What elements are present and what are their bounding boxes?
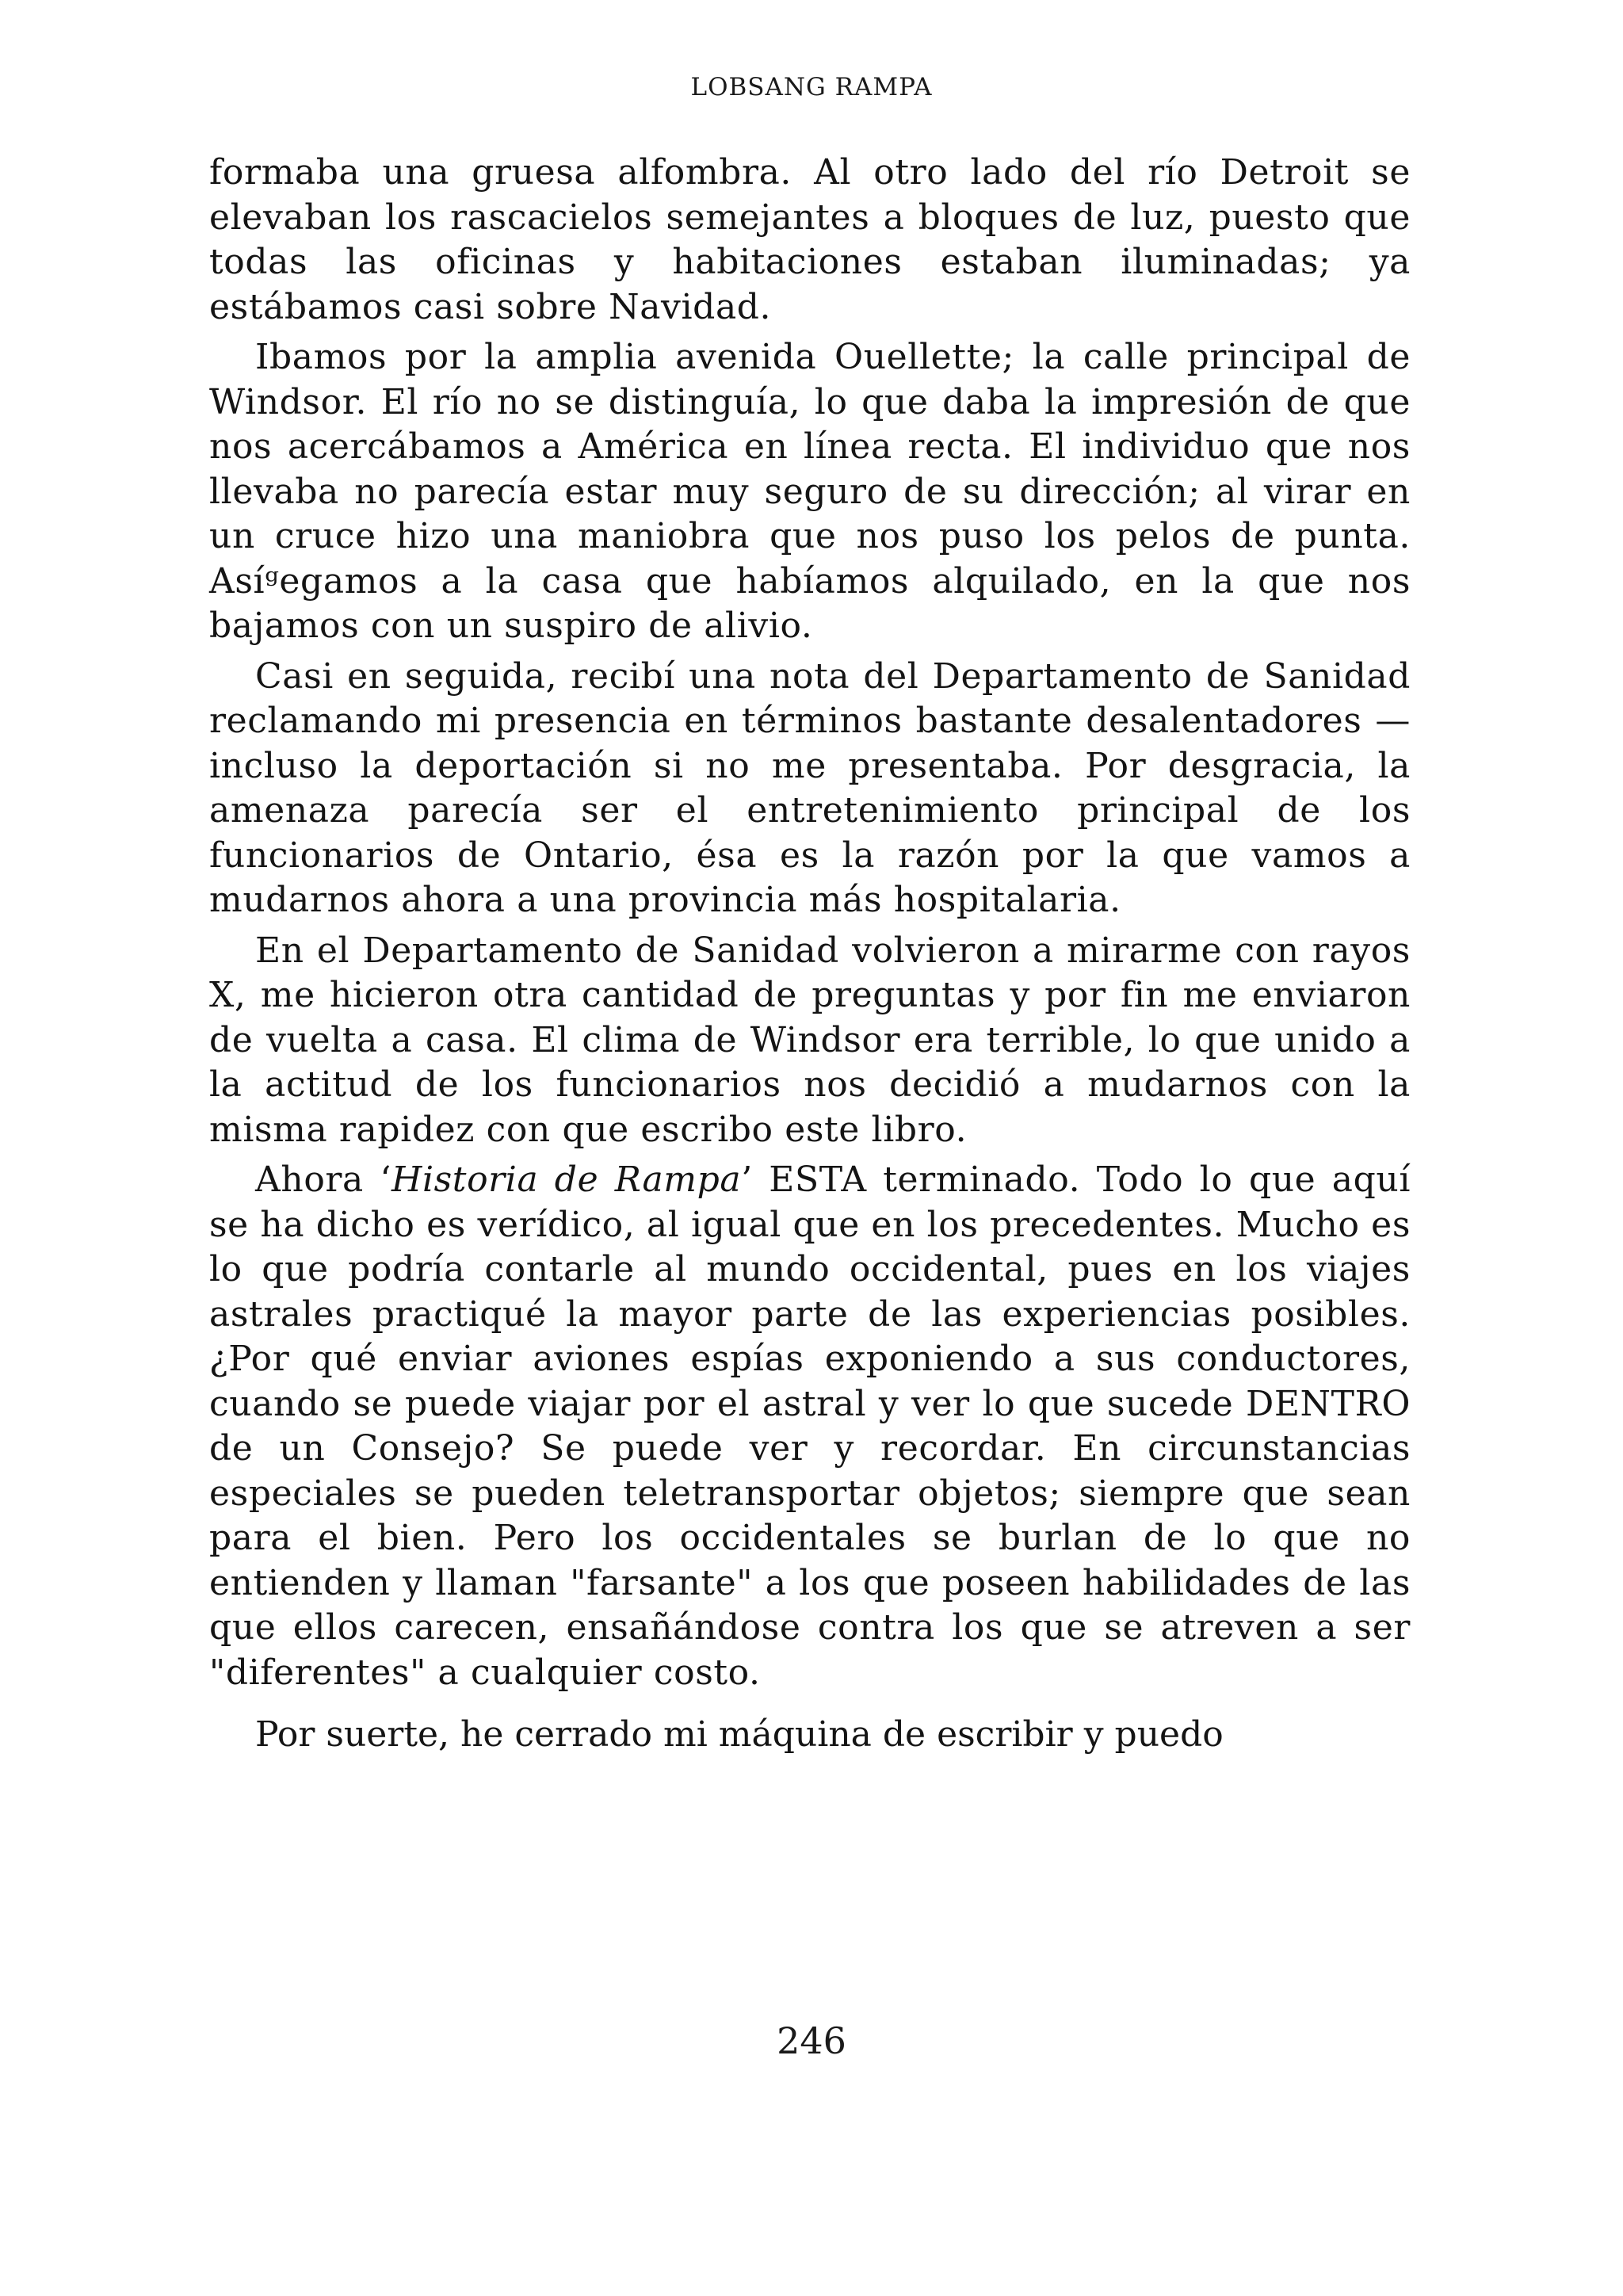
running-head: LOBSANG RAMPA [690,73,933,101]
paragraph-5-lead: Ahora ‘ [255,1159,391,1200]
paragraph-5 [209,1158,1411,1695]
body-text [209,151,1411,1763]
paragraph-5-body: ’ ESTA terminado. Todo lo que aquí se ha dicho es verídico, al igual que en los precedentes. Mucho es lo que podría contarle al mundo occidental, pues en los viajes astrales practiqué la mayor parte de las experiencias posibles. ¿Por qué enviar aviones espías exponiendo a sus conductores, cuando se puede viajar por el astral y ver lo que sucede DENTRO de un Consejo? Se puede ver y recordar. En circunstancias especiales se pueden teletransportar objetos; siempre que sean para el bien. Pero los occidentales se burlan de lo que no entienden y llaman "farsante" a los que poseen habilidades de las que ellos carecen, ensañándose contra los que se atreven a ser "diferentes" a cualquier costo. [209,1159,1411,1693]
book-title: Historia de Rampa [391,1159,742,1200]
paragraph-4: En el Departamento de Sanidad volvieron a mirarme con rayos X, me hicieron otra cantidad de preguntas y por fin me enviaron de vuelta a casa. El clima de Windsor era terrible, lo que unido a la actitud de los funcionarios nos decidió a mudarnos con la misma rapidez con que escribo este libro. [209,930,1411,1150]
page-number: 246 [777,2019,846,2062]
paragraph-2: Ibamos por la amplia avenida Ouellette; la calle principal de Windsor. El río no se distinguía, lo que daba la impresión de que nos acercábamos a América en línea recta. El individuo que nos llevaba no parecía estar muy seguro de su dirección; al virar en un cruce hizo una maniobra que nos puso los pelos de punta. Asíᵍegamos a la casa que habíamos alquilado, en la que nos bajamos con un suspiro de alivio. [209,337,1411,646]
paragraph-3: Casi en seguida, recibí una nota del Departamento de Sanidad reclamando mi presencia en términos bastante desalentadores —incluso la deportación si no me presentaba. Por desgracia, la amenaza parecía ser el entretenimiento principal de los funcionarios de Ontario, ésa es la razón por la que vamos a mudarnos ahora a una provincia más hospitalaria. [209,655,1411,920]
paragraph-6: Por suerte, he cerrado mi máquina de escribir y puedo [255,1714,1224,1755]
paragraph-1: formaba una gruesa alfombra. Al otro lado del río Detroit se elevaban los rascacielos semejantes a bloques de luz, puesto que todas las oficinas y habitaciones estaban iluminadas; ya estábamos casi sobre Navidad. [209,152,1411,327]
